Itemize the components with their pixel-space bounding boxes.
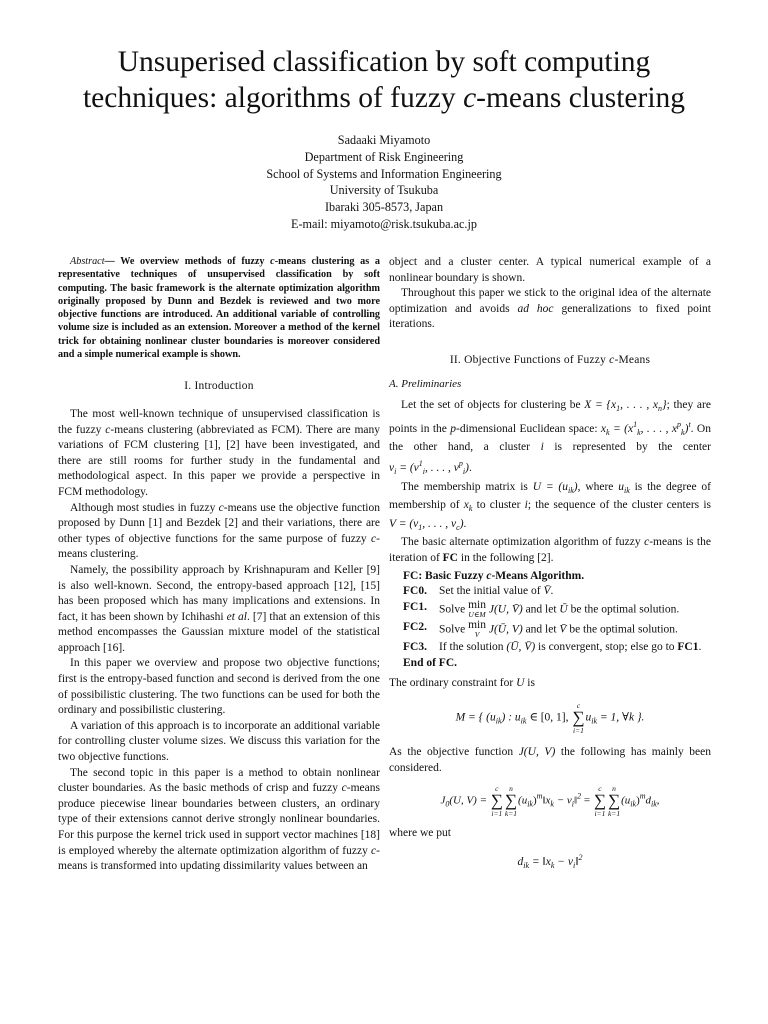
- math-sub: ik: [623, 485, 630, 495]
- math-sub: i: [573, 861, 576, 871]
- algorithm-fc: [389, 569, 711, 672]
- math-text: p: [450, 422, 457, 435]
- math-sub: i: [394, 466, 397, 476]
- sigma-symbol: ∑: [572, 708, 585, 728]
- text: in the following [2].: [458, 551, 554, 564]
- c-symbol: c: [371, 844, 377, 857]
- math: [389, 458, 469, 476]
- affiliation-line: Department of Risk Engineering: [304, 149, 464, 164]
- text: The most well-known technique of unsupervised classification is the fuzzy: [58, 407, 380, 436]
- intro-paragraph: In this paper we overview and propose two objective functions; first is the entropy-based function and second is derived from the one of possibilistic clustering. The two functions can be used for both the ordinary and possibilistic clustering.: [58, 657, 380, 717]
- math-sub: k: [468, 504, 473, 514]
- intro-paragraph: A variation of this approach is to incorporate an additional variable for controlling cluster volume sizes. We discuss this variation for the two objective functions.: [58, 719, 380, 764]
- math: [584, 399, 667, 414]
- text: be the optimal solution.: [567, 603, 680, 616]
- c-symbol: c: [644, 536, 650, 549]
- math-sub: ik: [651, 800, 657, 809]
- sigma-symbol: ∑: [593, 791, 606, 811]
- title-c-symbol: c: [463, 82, 477, 114]
- sigma-symbol: ∑: [504, 791, 518, 811]
- math-text: ) : u: [501, 711, 521, 724]
- text: . On the other hand, a cluster: [389, 422, 711, 454]
- abstract-label: Abstract: [70, 256, 105, 267]
- intro-paragraph: [58, 407, 380, 501]
- math-text: x: [463, 499, 469, 512]
- et-al: et al: [226, 610, 247, 623]
- math-text: ,: [656, 795, 660, 807]
- text: .: [550, 585, 554, 598]
- math-text: X = {x: [584, 399, 617, 412]
- sum-upper: n: [612, 784, 616, 794]
- text: is represented by the center: [543, 441, 711, 454]
- summation: [505, 784, 517, 818]
- c-symbol: c: [105, 423, 111, 436]
- math-text: i: [540, 441, 544, 454]
- math-text: J(U, V): [518, 746, 556, 759]
- math-text: U: [516, 676, 525, 689]
- objective-paragraph: [389, 745, 711, 776]
- math-text: x: [600, 422, 607, 435]
- sum-lower: k=1: [504, 809, 518, 819]
- math-sub: k: [606, 427, 610, 437]
- math-sub: k: [550, 800, 554, 809]
- math-sub: ik: [568, 485, 574, 495]
- math: [389, 518, 464, 530]
- text: -means clustering.: [58, 532, 380, 561]
- math-text: = (x: [609, 422, 634, 435]
- math-text: ): [573, 480, 578, 493]
- summation: [572, 701, 584, 735]
- continued-paragraph: object and a cluster center. A typical numerical example of a nonlinear boundary is shown.: [389, 256, 711, 284]
- text: Solve: [439, 603, 469, 616]
- math-sub: 1: [616, 404, 621, 414]
- text: -dimensional Euclidean space:: [456, 422, 601, 435]
- math-text: =: [581, 795, 593, 807]
- math-sub: 0: [445, 800, 450, 809]
- title-text: -means clustering: [476, 82, 686, 114]
- math-text: u: [585, 711, 592, 724]
- math-sub: U∈M: [468, 610, 486, 620]
- math-sub: i: [571, 800, 575, 809]
- step-text: [439, 620, 711, 640]
- math-text: ): [532, 795, 537, 807]
- text: .: [698, 641, 702, 654]
- math-text: = (v: [396, 461, 419, 474]
- math-text: i: [524, 499, 528, 512]
- math-text: u: [618, 480, 624, 493]
- math-text: − v: [553, 795, 572, 807]
- algorithm-step-fc0: [389, 584, 711, 600]
- abstract: [58, 255, 380, 361]
- math-text: , . . . , x: [620, 399, 658, 412]
- sum-upper: c: [598, 784, 602, 794]
- math-text: U = (u: [532, 480, 568, 493]
- math-sub: 1: [418, 522, 423, 532]
- sum-lower: k=1: [607, 809, 621, 819]
- math-text: Ū: [559, 603, 568, 616]
- min-operator: [468, 600, 486, 620]
- text: -Means: [614, 353, 651, 366]
- math-sub: ik: [630, 800, 637, 809]
- text: .: [468, 461, 472, 474]
- left-column: [58, 255, 380, 875]
- math-sup: m: [536, 792, 543, 801]
- title-line-2: [40, 80, 728, 116]
- step-text: [439, 584, 711, 600]
- math-sup: m: [639, 792, 646, 801]
- author-email: E-mail: miyamoto@risk.tsukuba.ac.jp: [291, 216, 477, 231]
- c-symbol: c: [341, 782, 347, 795]
- math-text: ∈ [0, 1],: [526, 711, 572, 724]
- step-label: FC0.: [403, 585, 427, 598]
- title-text: techniques: algorithms of fuzzy: [82, 82, 464, 114]
- text: If the solution: [439, 641, 507, 654]
- text: is convergent, stop; else go to: [535, 641, 678, 654]
- sigma-symbol: ∑: [607, 791, 621, 811]
- paragraph: [389, 286, 711, 333]
- math: [600, 419, 691, 437]
- text: Namely, the possibility approach by Krishnapuram and Keller [9] is also well-known. Second, the entropy-based approach [12], [15] has been proposed which has many implications and extensions. In fact, it has been shown by Ichihashi: [58, 563, 380, 623]
- author-block: [120, 132, 648, 233]
- math-sub: k: [681, 427, 685, 437]
- text: . [7] that an extension of this method encompasses the Gaussian mixture model of the statistical approach [16].: [58, 610, 380, 654]
- text: FC: Basic Fuzzy: [403, 569, 487, 582]
- intro-paragraph: [58, 563, 380, 657]
- ad-hoc: ad hoc: [517, 302, 554, 315]
- text: the following has mainly been considered.: [389, 746, 712, 774]
- math-text: ‖: [575, 856, 579, 869]
- paper-title: [40, 44, 728, 116]
- step-text: [439, 600, 711, 620]
- math-text: ): [684, 422, 689, 435]
- affiliation-line: University of Tsukuba: [329, 183, 439, 198]
- title-line-1: Unsuperised classification by soft computing: [117, 46, 651, 78]
- abstract-text: We overview methods of fuzzy: [120, 256, 271, 267]
- text: be the optimal solution.: [566, 623, 678, 636]
- step-label: FC2.: [403, 621, 427, 634]
- text: ; they are points in the: [389, 399, 711, 435]
- summation: [608, 784, 620, 818]
- math-sub: ik: [523, 861, 530, 871]
- algorithm-title: [389, 569, 711, 585]
- preliminaries-paragraph: [389, 398, 711, 479]
- text: -means clustering (abbreviated as FCM). There are many variations of FCM clustering [1], [2] have been investigated, and there are still rooms for further study in the fundamental and methodological aspect. In this paper we provide a perspective in FCM methodology.: [58, 423, 380, 498]
- math-sub: k: [550, 861, 555, 871]
- math-sup: 2: [577, 792, 582, 801]
- abstract-text: -means clustering as a representative techniques of unsupervised classification by soft computing. The basic framework is the alternate optimization algorithm originally proposed by Dunn and Bezdek is reviewed and two more objective functions are introduced. An additional variable of controlling volume size is included as an extension. Moreover a method of the kernel trick for obtaining nonlinear cluster boundaries is moreover considered and a simple numerical example is shown.: [58, 256, 380, 361]
- sum-lower: i=1: [491, 809, 503, 819]
- math-text: V = (v: [389, 517, 419, 530]
- min-operator: [468, 620, 486, 640]
- sigma-symbol: ∑: [490, 791, 503, 811]
- math-text: V̄: [543, 585, 551, 598]
- section-heading-introduction: I. Introduction: [184, 380, 254, 393]
- equation-dissimilarity: [389, 850, 711, 874]
- algorithm-intro-paragraph: [389, 535, 711, 566]
- text: The second topic in this paper is a method to obtain nonlinear cluster boundaries. As the basic methods of crisp and fuzzy: [58, 766, 380, 795]
- math-text: J(Ū, V): [485, 623, 523, 636]
- math-sub: ik: [527, 800, 533, 809]
- math-text: d: [517, 856, 524, 869]
- constraint-paragraph: [389, 676, 711, 692]
- where-paragraph: where we put: [389, 827, 451, 840]
- math-text: ): [636, 795, 640, 807]
- summation: [491, 784, 503, 818]
- c-symbol: c: [218, 501, 224, 514]
- math-sub: n: [657, 404, 662, 414]
- math: [618, 481, 630, 493]
- math-text: d: [645, 795, 652, 807]
- text: is: [524, 676, 535, 689]
- math-text: , . . . , v: [422, 517, 457, 530]
- math-sub: i: [422, 466, 426, 476]
- math: [533, 481, 578, 493]
- c-symbol: c: [486, 569, 492, 582]
- intro-paragraph: [58, 501, 380, 563]
- text: is the degree of membership of: [389, 480, 711, 512]
- text: Let the set of objects for clustering be: [401, 399, 585, 412]
- text: Solve: [439, 623, 469, 636]
- text: , where: [577, 480, 619, 493]
- right-column: [389, 255, 711, 874]
- math-text: − v: [554, 856, 574, 869]
- fc-ref: FC: [442, 551, 458, 564]
- affiliation-line: School of Systems and Information Engineering: [266, 166, 502, 181]
- math-sup: 1: [633, 419, 638, 429]
- math-sup: p: [677, 419, 682, 429]
- math-sup: p: [458, 458, 463, 468]
- math-text: ): [459, 517, 464, 530]
- math-text: (u: [621, 795, 631, 807]
- math-text: (U, V) =: [449, 795, 490, 807]
- sum-upper: n: [509, 784, 513, 794]
- algorithm-step-fc2: [389, 620, 711, 640]
- intro-paragraph: [58, 766, 380, 875]
- sum-upper: c: [576, 701, 581, 711]
- equation-constraint-m: [389, 701, 711, 735]
- math-text: ‖x: [542, 795, 551, 807]
- math-sup: t: [688, 419, 691, 429]
- math-text: , . . . , x: [640, 422, 678, 435]
- text: Although most studies in fuzzy: [70, 501, 219, 514]
- c-symbol: c: [270, 256, 275, 267]
- text: and let: [522, 623, 560, 636]
- math-sub: c: [456, 522, 460, 532]
- section-heading-objective-functions: [389, 353, 711, 369]
- step-label: FC3.: [403, 641, 427, 654]
- text: -means produce piecewise linear boundaries between clusters, an ordinary type of their extensions cannot derive strongly nonlinear boundaries. For this purpose the kernel trick used in support vector machines [18] is employed whereby the alternate optimization algorithm of fuzzy: [58, 782, 380, 857]
- math-text: J: [440, 795, 446, 807]
- math-text: (u: [518, 795, 528, 807]
- text: Throughout this paper we stick to the original idea of the alternate optimization and avoids: [389, 287, 711, 315]
- math-sub: ik: [495, 716, 502, 726]
- sum-lower: i=1: [572, 726, 584, 736]
- equation-objective-j0: [389, 784, 711, 818]
- subsection-heading-preliminaries: A. Preliminaries: [389, 377, 462, 390]
- text: -means use the objective function proposed by Dunn [1] and Bezdek [2] and their variations, there are other types of objective functions for the same purpose of fuzzy: [58, 501, 380, 545]
- math-text: V̄: [559, 623, 567, 636]
- math-text: ): [465, 461, 469, 474]
- summation: [594, 784, 606, 818]
- text: II. Objective Functions of Fuzzy: [449, 353, 610, 366]
- math-text: J(U, V̄): [485, 603, 523, 616]
- math-text: v: [389, 461, 395, 474]
- algorithm-step-fc3: [389, 640, 711, 656]
- fc1-ref: FC1: [677, 641, 699, 654]
- text: generalizations to fixed point iterations.: [389, 302, 712, 331]
- math-sub: V: [474, 630, 480, 640]
- text: The membership matrix is: [401, 480, 533, 493]
- membership-paragraph: [389, 480, 711, 536]
- affiliation-line: Ibaraki 305-8573, Japan: [324, 200, 444, 215]
- text: ; the sequence of the cluster centers is: [527, 499, 711, 512]
- text: The basic alternate optimization algorithm of fuzzy: [401, 536, 645, 549]
- sum-lower: i=1: [594, 809, 606, 819]
- math-text: ‖: [574, 795, 578, 807]
- math-text: (Ū, V̄): [506, 641, 536, 654]
- math-text: M = { (u: [455, 711, 496, 724]
- math-sub: ik: [520, 716, 527, 726]
- algorithm-step-fc1: [389, 600, 711, 620]
- text: -means is transformed into updating dissimilarity values between an: [58, 844, 380, 873]
- math-sup: 2: [578, 853, 583, 863]
- math-text: min: [468, 599, 486, 612]
- math-text: , . . . , v: [425, 461, 459, 474]
- text: Set the initial value of: [439, 585, 544, 598]
- math-text: = ‖x: [529, 856, 551, 869]
- text: -means is the iteration of: [389, 536, 711, 564]
- text: and let: [522, 603, 560, 616]
- math-sub: i: [462, 466, 466, 476]
- text: As the objective function: [389, 746, 519, 759]
- math-sub: ik: [591, 716, 598, 726]
- text: The ordinary constraint for: [389, 676, 517, 689]
- author-name: Sadaaki Miyamoto: [337, 133, 431, 147]
- math-sub: k: [637, 427, 641, 437]
- step-text: [439, 640, 711, 656]
- c-symbol: c: [609, 353, 615, 366]
- algorithm-end: End of FC.: [403, 656, 457, 669]
- abstract-dash: —: [104, 256, 121, 267]
- math-sup: 1: [418, 458, 423, 468]
- text: -Means Algorithm.: [491, 569, 585, 582]
- math-text: min: [468, 619, 486, 632]
- step-label: FC1.: [403, 601, 427, 614]
- c-symbol: c: [371, 532, 377, 545]
- text: .: [463, 517, 467, 530]
- math-text: }: [661, 399, 667, 412]
- sum-upper: c: [495, 784, 499, 794]
- text: to cluster: [472, 499, 525, 512]
- math-text: = 1, ∀k }.: [597, 711, 645, 724]
